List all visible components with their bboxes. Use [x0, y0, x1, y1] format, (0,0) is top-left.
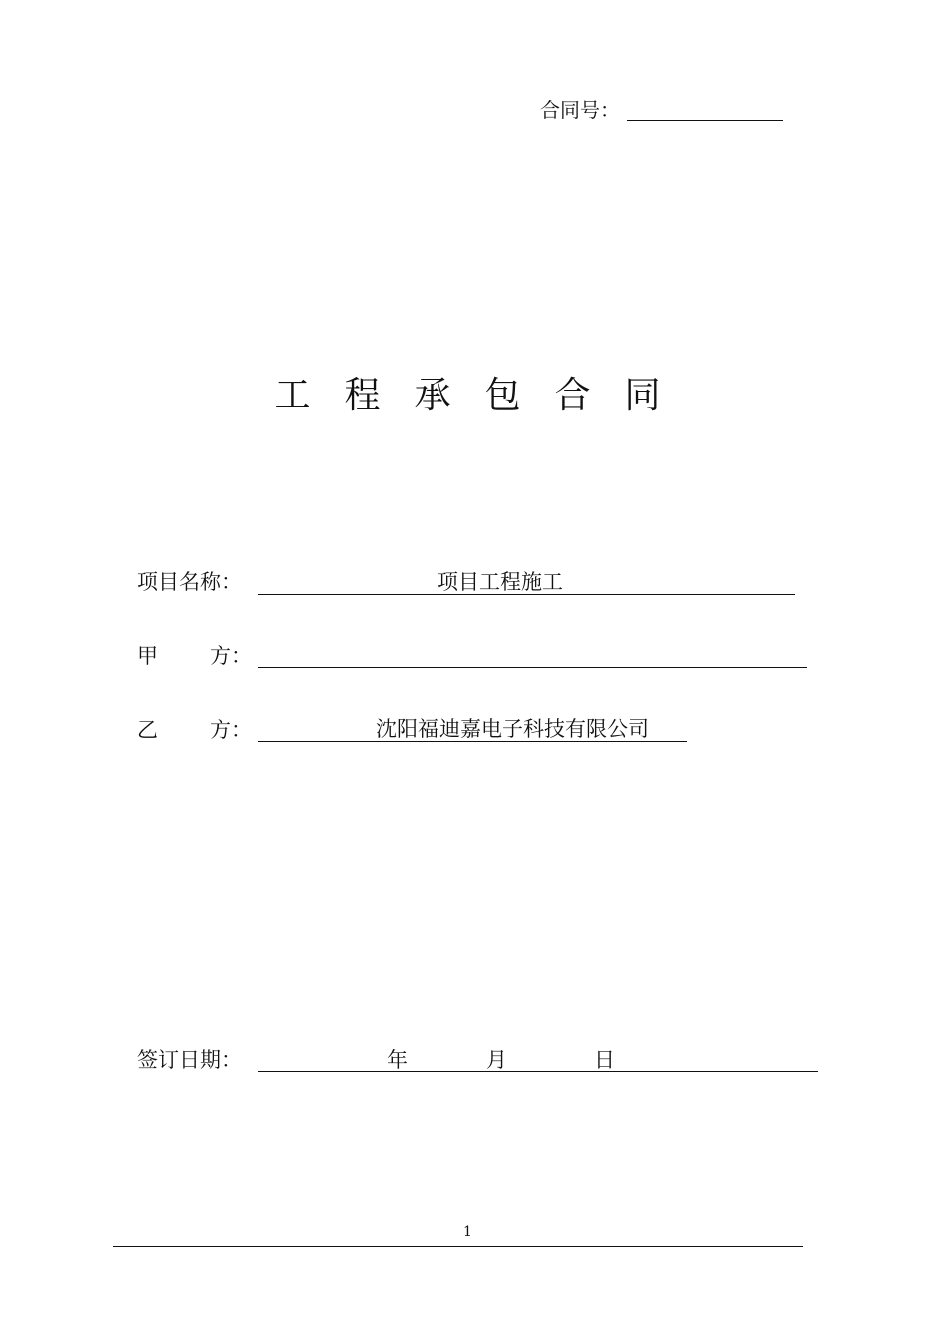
- party-a-field[interactable]: [258, 667, 807, 668]
- title-char: 承: [414, 375, 451, 416]
- document-title: [0, 372, 935, 420]
- title-char: 工: [274, 375, 311, 416]
- party-b-label-suffix: 方：: [210, 718, 252, 742]
- page-number: 1: [463, 1224, 472, 1240]
- signing-date-month: 月: [486, 1048, 507, 1072]
- contract-number-field[interactable]: [627, 120, 783, 121]
- title-char: 合: [554, 375, 591, 416]
- party-b-value: 沈阳福迪嘉电子科技有限公司: [376, 717, 649, 741]
- project-name-label: 项目名称：: [137, 570, 242, 594]
- party-b-label: 乙: [137, 718, 158, 742]
- contract-number-label: 合同号：: [540, 98, 620, 122]
- signing-date-year: 年: [387, 1048, 408, 1072]
- project-name-value: 项目工程施工: [437, 570, 563, 594]
- signing-date-field[interactable]: [258, 1071, 818, 1072]
- signing-date-label: 签订日期：: [137, 1048, 242, 1072]
- footer-divider: [113, 1246, 803, 1247]
- title-char: 包: [484, 375, 521, 416]
- party-a-label-suffix: 方：: [210, 644, 252, 668]
- party-a-label: 甲: [137, 644, 158, 668]
- signing-date-day: 日: [594, 1048, 615, 1072]
- title-char: 程: [344, 375, 381, 416]
- title-char: 同: [624, 375, 661, 416]
